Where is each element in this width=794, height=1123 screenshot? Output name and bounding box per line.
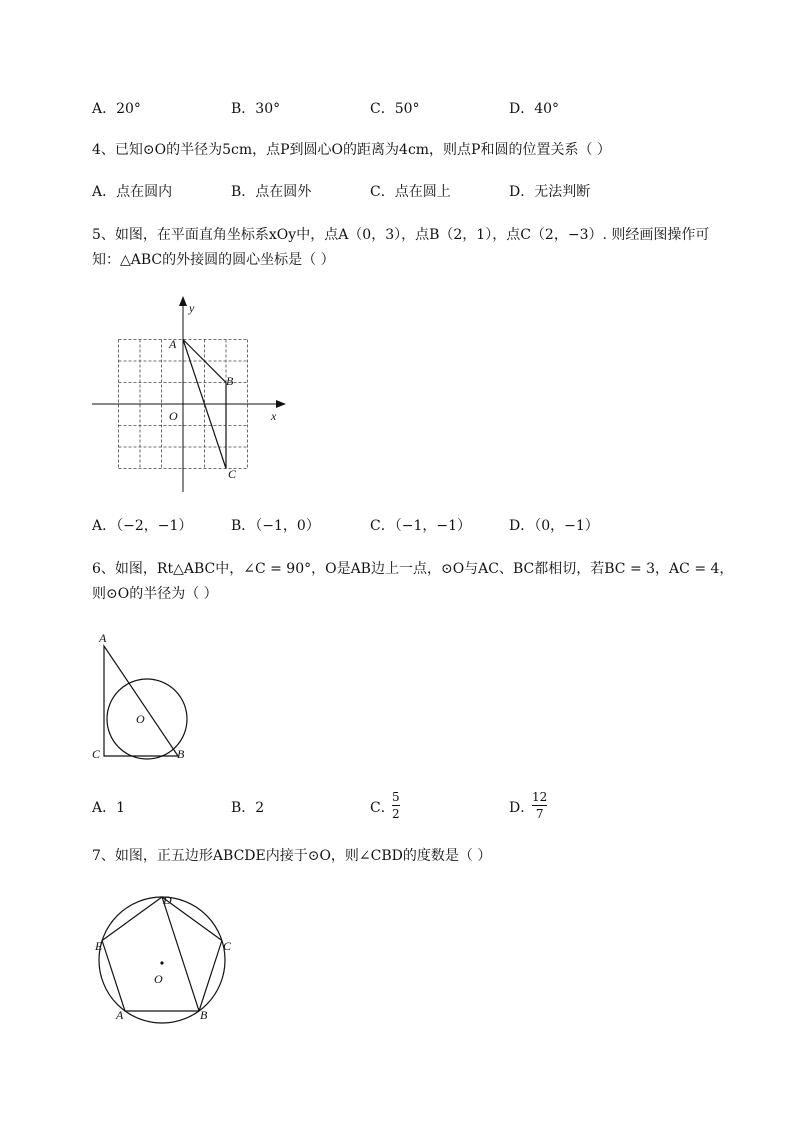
q5-label-C: C xyxy=(228,467,237,481)
q3-option-c: C．50° xyxy=(370,101,420,117)
q7-circumcircle xyxy=(99,897,225,1023)
q5-question-line2: 知：△ABC的外接圆的圆心坐标是（ ） xyxy=(92,252,335,268)
q3-option-a: A．20° xyxy=(92,101,141,117)
q6-option-d-numerator: 12 xyxy=(532,790,548,804)
q6-option-c-numerator: 5 xyxy=(392,790,400,804)
q6-label-B: B xyxy=(177,747,185,761)
q5-x-arrow xyxy=(276,400,286,408)
q5-label-B: B xyxy=(226,374,234,388)
q6-label-C: C xyxy=(92,747,101,761)
q6-label-A: A xyxy=(99,631,107,645)
q5-option-a: A．（−2，−1） xyxy=(92,518,193,534)
q7-pentagon-figure xyxy=(92,890,242,1030)
q6-option-d-denominator: 7 xyxy=(535,807,544,821)
q5-coordinate-figure xyxy=(88,292,288,497)
q7-label-O: O xyxy=(154,972,163,986)
q6-option-c-fraction xyxy=(392,790,400,821)
q7-label-D: D xyxy=(163,893,172,907)
q6-right-triangle xyxy=(104,646,178,756)
q5-label-y: y xyxy=(189,301,195,315)
q7-label-A: A xyxy=(116,1008,124,1022)
q4-option-d: D．无法判断 xyxy=(509,184,591,200)
q5-label-A: A xyxy=(169,337,177,351)
q5-question-line1: 5、如图，在平面直角坐标系xOy中，点A（0，3），点B（2，1），点C（2，−3）. 则经画图操作可 xyxy=(92,227,710,243)
q7-center-dot xyxy=(160,961,163,964)
q6-option-d-prefix: D． xyxy=(509,800,535,816)
q6-label-O: O xyxy=(136,712,145,726)
q4-option-c: C．点在圆上 xyxy=(370,184,451,200)
q7-label-E: E xyxy=(95,939,103,953)
q6-option-d-fraction xyxy=(532,790,547,821)
q3-option-b: B．30° xyxy=(231,101,281,117)
q7-label-C: C xyxy=(223,939,232,953)
q3-option-d: D．40° xyxy=(509,101,560,117)
q5-label-O: O xyxy=(169,409,178,423)
fraction-bar xyxy=(392,805,400,806)
q6-option-b: B．2 xyxy=(231,800,265,816)
q5-y-arrow xyxy=(179,296,187,306)
q6-question-line2: 则⊙O的半径为（ ） xyxy=(92,586,218,602)
q7-question: 7、如图，正五边形ABCDE内接于⊙O，则∠CBD的度数是（ ） xyxy=(92,848,492,864)
q5-option-d: D．（0，−1） xyxy=(509,518,599,534)
q7-pentagon xyxy=(102,897,222,1011)
q6-option-a: A．1 xyxy=(92,800,126,816)
q5-label-x: x xyxy=(271,409,277,423)
q6-option-c-prefix: C． xyxy=(370,800,395,816)
q4-option-b: B．点在圆外 xyxy=(231,184,312,200)
fraction-bar xyxy=(532,805,547,806)
q7-pentagon-abcde xyxy=(102,897,222,1011)
q6-option-c-denominator: 2 xyxy=(392,807,400,821)
q4-question: 4、已知⊙O的半径为5cm，点P到圆心O的距离为4cm，则点P和圆的位置关系（ ） xyxy=(92,142,611,158)
q7-diagonal-bd xyxy=(162,897,199,1011)
q4-option-a: A．点在圆内 xyxy=(92,184,173,200)
q6-inscribed-circle xyxy=(107,679,187,759)
q5-option-c: C．（−1，−1） xyxy=(370,518,471,534)
q5-option-b: B．（−1，0） xyxy=(231,518,320,534)
q7-label-B: B xyxy=(200,1008,208,1022)
q6-question-line1: 6、如图，Rt△ABC中，∠C = 90°，O是AB边上一点，⊙O与AC、BC都相切，若BC = 3，AC = 4， xyxy=(92,561,734,577)
q6-triangle-figure xyxy=(88,628,198,768)
